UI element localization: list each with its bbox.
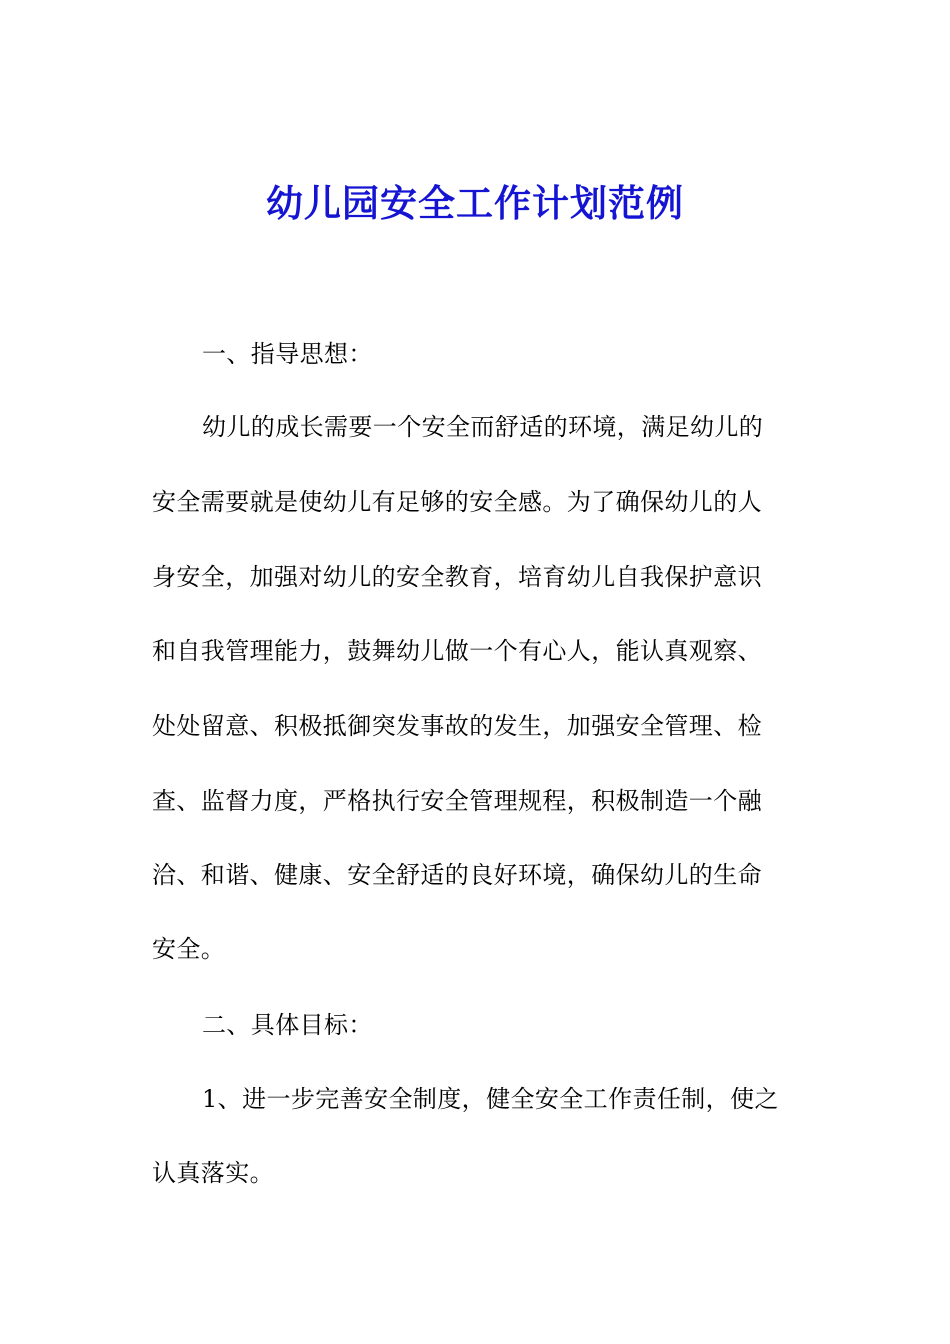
paragraph-line: 认真落实。	[152, 1159, 274, 1187]
section-heading-specific-goals: 二、具体目标：	[202, 1011, 373, 1039]
paragraph-line: 洽、和谐、健康、安全舒适的良好环境，确保幼儿的生命	[152, 861, 762, 889]
document-title: 幼儿园安全工作计划范例	[266, 181, 684, 225]
section-heading-guiding-ideology: 一、指导思想：	[202, 340, 373, 368]
paragraph-line: 身安全，加强对幼儿的安全教育，培育幼儿自我保护意识	[152, 563, 762, 591]
paragraph-line: 1、进一步完善安全制度，健全安全工作责任制，使之	[202, 1085, 779, 1113]
paragraph-line: 安全需要就是使幼儿有足够的安全感。为了确保幼儿的人	[152, 488, 762, 516]
paragraph-line: 安全。	[152, 935, 226, 963]
paragraph-line: 查、监督力度，严格执行安全管理规程，积极制造一个融	[152, 787, 762, 815]
paragraph-line: 和自我管理能力，鼓舞幼儿做一个有心人，能认真观察、	[152, 637, 762, 665]
paragraph-line: 幼儿的成长需要一个安全而舒适的环境，满足幼儿的	[202, 413, 764, 441]
paragraph-line: 处处留意、积极抵御突发事故的发生，加强安全管理、检	[152, 712, 762, 740]
